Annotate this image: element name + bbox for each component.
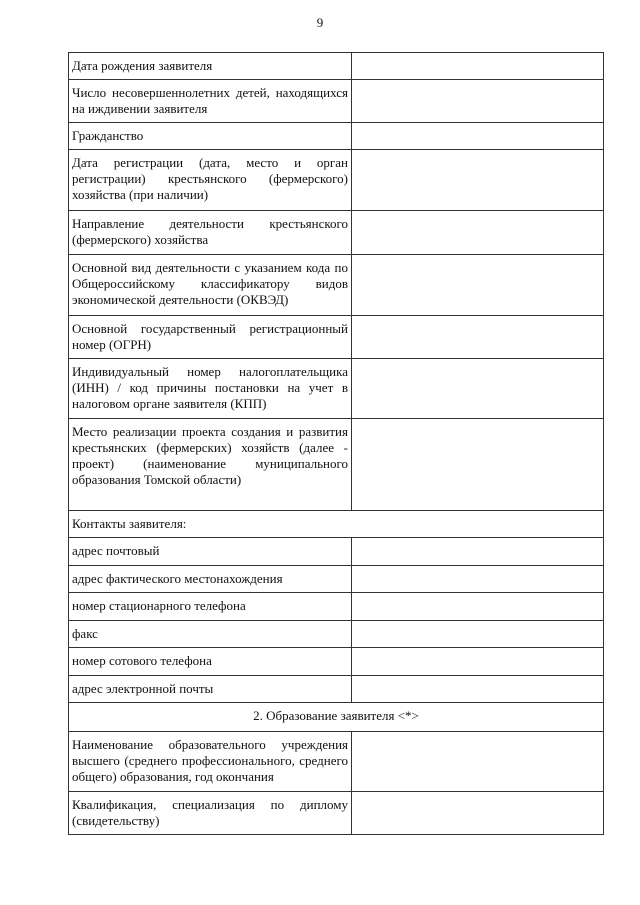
row-label-ogrn: Основной государственный регистрационный номер (ОГРН) [69, 316, 352, 359]
row-label-email: адрес электронной почты [69, 676, 352, 703]
row-label-project-location: Место реализации проекта создания и развития крестьянских (фермерских) хозяйств (далее - проект) (наименование муниципального образования Томской области) [69, 419, 352, 511]
row-value-email[interactable] [352, 676, 604, 703]
table-row [69, 538, 604, 566]
row-label-inn-kpp: Индивидуальный номер налогоплательщика (ИНН) / код причины постановки на учет в налоговом органе заявителя (КПП) [69, 359, 352, 419]
row-value-actual-address[interactable] [352, 566, 604, 593]
table-row [69, 211, 604, 255]
row-label-landline-phone: номер стационарного телефона [69, 593, 352, 621]
applicant-info-table [68, 52, 604, 835]
section-header-education: 2. Образование заявителя <*> [69, 703, 604, 732]
row-value-project-location[interactable] [352, 419, 604, 511]
table-row [69, 419, 604, 511]
table-row [69, 593, 604, 621]
contacts-header: Контакты заявителя: [69, 511, 604, 538]
table-row [69, 359, 604, 419]
row-value-mobile-phone[interactable] [352, 648, 604, 676]
table-row [69, 732, 604, 792]
table-row [69, 648, 604, 676]
table-row [69, 123, 604, 150]
row-label-citizenship: Гражданство [69, 123, 352, 150]
row-value-ogrn[interactable] [352, 316, 604, 359]
row-value-educational-institution[interactable] [352, 732, 604, 792]
row-value-landline-phone[interactable] [352, 593, 604, 621]
table-row [69, 80, 604, 123]
table-row [69, 511, 604, 538]
row-label-okved: Основной вид деятельности с указанием кода по Общероссийскому классификатору видов экономической деятельности (ОКВЭД) [69, 255, 352, 316]
table-row [69, 53, 604, 80]
table-row [69, 566, 604, 593]
row-label-postal-address: адрес почтовый [69, 538, 352, 566]
table-row [69, 316, 604, 359]
row-label-registration-date: Дата регистрации (дата, место и орган регистрации) крестьянского (фермерского) хозяйства (при наличии) [69, 150, 352, 211]
table-row [69, 792, 604, 835]
row-value-inn-kpp[interactable] [352, 359, 604, 419]
row-value-okved[interactable] [352, 255, 604, 316]
table-row [69, 676, 604, 703]
row-value-minor-children[interactable] [352, 80, 604, 123]
row-label-activity-direction: Направление деятельности крестьянского (фермерского) хозяйства [69, 211, 352, 255]
table-row [69, 255, 604, 316]
row-label-qualification: Квалификация, специализация по диплому (свидетельству) [69, 792, 352, 835]
table-row [69, 703, 604, 732]
row-value-birth-date[interactable] [352, 53, 604, 80]
row-value-registration-date[interactable] [352, 150, 604, 211]
row-label-actual-address: адрес фактического местонахождения [69, 566, 352, 593]
table-row [69, 621, 604, 648]
row-label-fax: факс [69, 621, 352, 648]
row-label-birth-date: Дата рождения заявителя [69, 53, 352, 80]
row-value-postal-address[interactable] [352, 538, 604, 566]
row-value-fax[interactable] [352, 621, 604, 648]
row-value-qualification[interactable] [352, 792, 604, 835]
row-label-minor-children: Число несовершеннолетних детей, находящихся на иждивении заявителя [69, 80, 352, 123]
row-value-citizenship[interactable] [352, 123, 604, 150]
row-label-mobile-phone: номер сотового телефона [69, 648, 352, 676]
row-label-educational-institution: Наименование образовательного учреждения высшего (среднего профессионального, среднего общего) образования, год окончания [69, 732, 352, 792]
table-row [69, 150, 604, 211]
page-number: 9 [316, 15, 324, 30]
row-value-activity-direction[interactable] [352, 211, 604, 255]
